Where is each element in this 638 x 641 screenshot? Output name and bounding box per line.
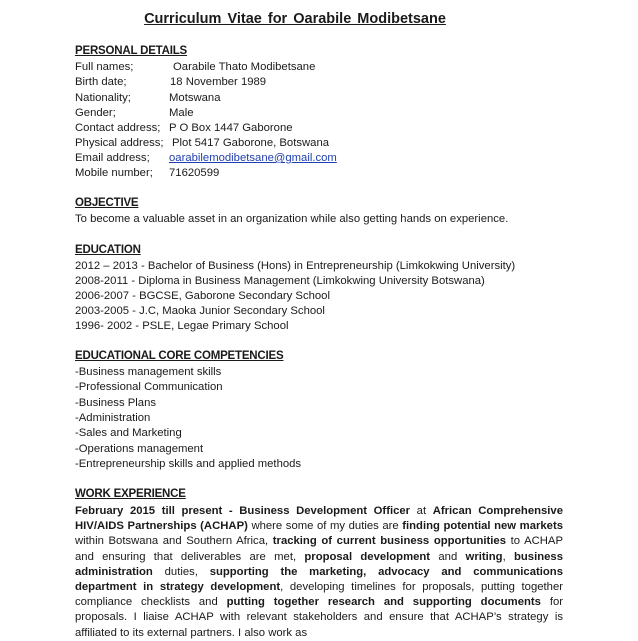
personal-value: Male [169, 107, 194, 119]
education-item: 2003-2005 - J.C, Maoka Junior Secondary School [75, 305, 325, 317]
work-highlight: supporting the marketing, advocacy and communications department in strategy development [75, 565, 563, 594]
employer-name: African Comprehensive HIV/AIDS Partnerships (ACHAP) [75, 505, 563, 533]
objective-heading: OBJECTIVE [75, 197, 139, 209]
work-text: within Botswana and Southern Africa, [75, 535, 273, 548]
work-text: , [502, 550, 514, 563]
personal-row-fullname [75, 61, 316, 73]
personal-value: Motswana [169, 92, 221, 104]
job-period-title: February 2015 till present - Business Development Officer [75, 505, 411, 517]
work-highlight: business administration [75, 550, 563, 578]
work-highlight: writing [465, 550, 503, 563]
work-highlight: tracking of current business opportunities [272, 535, 506, 548]
competency-item: -Entrepreneurship skills and applied methods [75, 458, 302, 470]
work-text: where some of my duties are [247, 520, 403, 533]
personal-row-birthdate [75, 76, 267, 88]
education-item: 2008-2011 - Diploma in Business Management (Limkokwing University Botswana) [75, 275, 485, 287]
objective-text: To become a valuable asset in an organization while also getting hands on experience. [75, 213, 509, 225]
personal-label: Contact address; [75, 122, 161, 134]
personal-value: 18 November 1989 [170, 76, 267, 88]
competency-item: -Professional Communication [75, 381, 223, 393]
document-title: Curriculum Vitae for Oarabile Modibetsane [144, 11, 446, 27]
personal-row-nationality [75, 92, 221, 104]
personal-value: Oarabile Thato Modibetsane [173, 61, 316, 73]
personal-row-contact-address [75, 122, 293, 134]
work-text: and [430, 550, 466, 563]
email-link[interactable]: oarabilemodibetsane@gmail.com [169, 152, 337, 164]
education-item: 2012 – 2013 - Bachelor of Business (Hons) in Entrepreneurship (Limkokwing University) [75, 260, 516, 272]
competency-item: -Business Plans [75, 397, 156, 409]
work-highlight: proposal development [304, 550, 431, 563]
education-item: 1996- 2002 - PSLE, Legae Primary School [75, 320, 289, 332]
personal-label: Full names; [75, 61, 134, 73]
personal-label: Email address; [75, 152, 150, 164]
competency-item: -Operations management [75, 443, 204, 455]
work-text: to ACHAP and ensuring that deliverables are met, [75, 535, 563, 563]
work-text: for proposals. I liaise ACHAP with relevant stakeholders and ensure that ACHAP’s strategy is affiliated to its external partners. I also work as [75, 596, 564, 639]
competency-item: -Business management skills [75, 366, 222, 378]
personal-row-email [75, 152, 337, 164]
personal-label: Mobile number; [75, 167, 153, 179]
personal-label: Gender; [75, 107, 116, 119]
work-experience-heading: WORK EXPERIENCE [75, 488, 186, 500]
competency-item: -Administration [75, 412, 151, 424]
education-item: 2006-2007 - BGCSE, Gaborone Secondary School [75, 290, 330, 302]
personal-label: Physical address; [75, 137, 164, 149]
work-highlight: finding potential new markets [402, 520, 563, 533]
work-highlight: putting together research and supporting documents [226, 596, 541, 609]
work-text: at [410, 505, 433, 517]
personal-row-mobile [75, 167, 220, 179]
personal-row-physical-address [75, 137, 330, 149]
competencies-heading: EDUCATIONAL CORE COMPETENCIES [75, 350, 284, 362]
personal-value: Plot 5417 Gaborone, Botswana [172, 137, 330, 149]
work-experience-paragraph [75, 504, 563, 641]
personal-row-gender [75, 107, 194, 119]
personal-label: Birth date; [75, 76, 127, 88]
education-heading: EDUCATION [75, 244, 141, 256]
personal-value: P O Box 1447 Gaborone [169, 122, 293, 134]
work-text: duties, [152, 565, 210, 578]
work-text: , developing timelines for proposals, putting together compliance checklists and [75, 581, 563, 609]
personal-label: Nationality; [75, 92, 131, 104]
competency-item: -Sales and Marketing [75, 427, 182, 439]
personal-details-heading: PERSONAL DETAILS [75, 45, 188, 57]
personal-value: 71620599 [169, 167, 220, 179]
